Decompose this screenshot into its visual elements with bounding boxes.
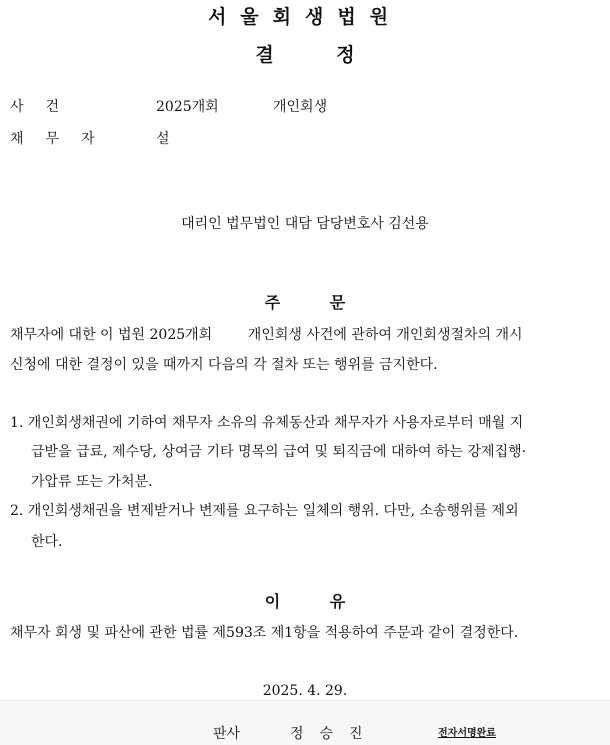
- document-title: 결 정: [255, 44, 355, 66]
- order-item1-line1: 1. 개인회생채권에 기하여 채무자 소유의 유체동산과 채무자가 사용자로부터 매월 지: [10, 415, 524, 431]
- representative-line: 대리인 법무법인 대담 담당변호사 김선용: [181, 216, 429, 232]
- case-label: 사건: [10, 99, 82, 115]
- order-intro-line1: 채무자에 대한 이 법원 2025개회 개인회생 사건에 관하여 개인회생절차의 개시: [10, 327, 523, 343]
- decision-date: 2025. 4. 29.: [262, 683, 348, 699]
- order-item1-line3: 가압류 또는 가처분.: [31, 474, 153, 490]
- judge-name: 정승진: [290, 726, 379, 742]
- order-item1-line2: 급받을 급료, 제수당, 상여금 기타 명목의 급여 및 퇴직금에 대하여 하는 강제집행·: [31, 444, 527, 460]
- debtor-label: 채무자: [10, 131, 117, 147]
- reason-text: 채무자 회생 및 파산에 관한 법률 제593조 제1항을 적용하여 주문과 같이 결정한다.: [10, 625, 519, 641]
- order-item2-line1: 2. 개인회생채권을 변제받거나 변제를 요구하는 일체의 행위. 다만, 소송행위를 제외: [10, 503, 519, 519]
- debtor-name: 설: [156, 131, 170, 147]
- case-number: 2025개회: [156, 99, 219, 115]
- court-name: 서울회생법원: [207, 6, 403, 28]
- order-item2-line2: 한다.: [31, 534, 63, 550]
- reason-heading: 이 유: [264, 592, 346, 611]
- esignature-label: 전자서명완료: [438, 728, 496, 739]
- order-intro-line2: 신청에 대한 결정이 있을 때까지 다음의 각 절차 또는 행위를 금지한다.: [10, 357, 438, 373]
- judge-title: 판사: [213, 726, 241, 742]
- order-heading: 주 문: [264, 293, 346, 312]
- case-name: 개인회생: [273, 99, 328, 115]
